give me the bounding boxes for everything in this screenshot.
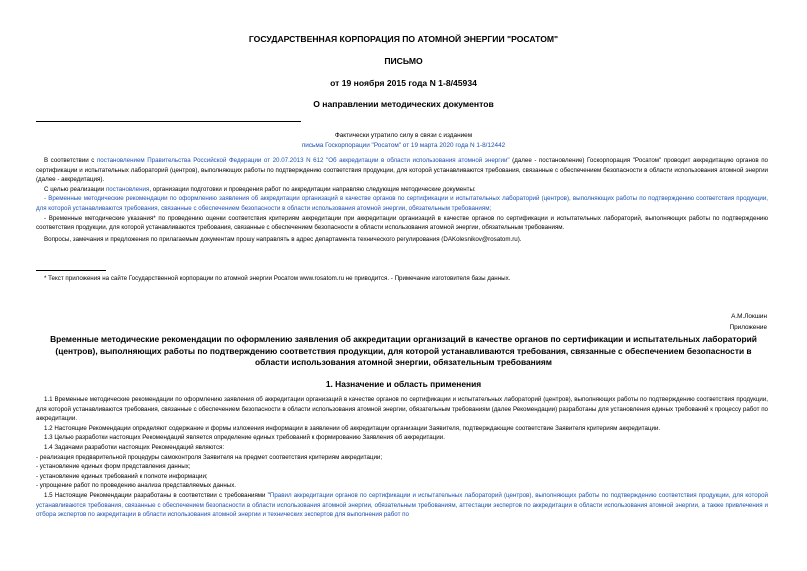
section-1-body (36, 395, 768, 520)
section-1-heading: 1. Назначение и область применения (325, 379, 482, 389)
paragraph-5: Вопросы, замечания и предложения по прилагаемым документам прошу направлять в адрес департамента технического регулирования (DAKolesnikov@rosatom.ru). (44, 235, 522, 243)
clause-1-2: 1.2 Настоящие Рекомендации определяют содержание и формы изложения информации в заявлении об аккредитации организации Заявителя, подтверждающие соответствие Заявителя критериям аккредитации. (44, 424, 661, 432)
status-note-link[interactable]: письма Госкорпорации "Росатом" от 19 марта 2020 года N 1-8/12442 (301, 141, 506, 149)
footnote-divider (36, 270, 106, 271)
status-note (0, 131, 807, 150)
status-note-text: Фактически утратило силу в связи с изданием (334, 132, 473, 139)
p1-text-a: В соответствии с (44, 157, 97, 164)
p2-text-b: , организации подготовки и проведения работ по аккредитации направляю следующие методические документы: (149, 185, 476, 193)
letter-body (36, 156, 768, 244)
paragraph-1 (36, 156, 768, 185)
clause-1-5-rules-link[interactable]: Правил аккредитации органов по сертификации и испытательных лабораторий (центров), выполняющих работы по подтверждению соответствия продукции, для которой устанавливаются требования, связанные с обеспечением безопасности в области использования атомной энергии, обязательным требованиям, аттестации экспертов по аккредитации в области использования атомной энергии, а также привлечения и отбора экспертов по аккредитации в области использования атомной энергии и технических экспертов для выполнения работ по (36, 491, 768, 519)
doc-date-number: от 19 ноября 2015 года N 1-8/45934 (330, 78, 477, 88)
p1-decree-link[interactable]: постановлением Правительства Российской Федерации от 20.07.2013 N 612 "Об аккредитации в области использования атомной энергии" (96, 157, 510, 164)
paragraph-4: - Временные методические указания* по проведению оценки соответствия критериям аккредитации при аккредитации организаций в качестве органов по сертификации и испытательных лабораторий, выполняющих работы по подтверждению соответствия продукции, для которой устанавливаются требования, связанные с обеспечением безопасности в области использования атомной энергии, обязательным требованиям. (36, 214, 768, 232)
p2-text-a: С целью реализации (44, 185, 106, 193)
paragraph-2 (36, 185, 768, 195)
paragraph-3-link[interactable]: - Временные методические рекомендации по оформлению заявления об аккредитации организаций в качестве органов по сертификации и испытательных лабораторий (центров), выполняющих работы по подтверждению соответствия продукции, для которой устанавливаются требования, связанные с обеспечением безопасности в области использования атомной энергии, обязательным требованиям; (36, 195, 768, 212)
clause-1-4: 1.4 Задачами разработки настоящих Рекомендаций являются: (44, 443, 225, 451)
org-heading: ГОСУДАРСТВЕННАЯ КОРПОРАЦИЯ ПО АТОМНОЙ ЭНЕРГИИ "РОСАТОМ" (248, 34, 559, 44)
footnote: * Текст приложения на сайте Государственной корпорации по атомной энергии Росатом www.rosatom.ru не приводится. - Примечание изготовителя базы данных. (44, 275, 511, 282)
list-item-4: - упрощение работ по проведению анализа представляемых данных. (36, 482, 237, 490)
clause-1-5 (36, 491, 768, 520)
clause-1-3: 1.3 Целью разработки настоящих Рекомендаций является определение единых требований к формированию Заявления об аккредитации. (44, 434, 445, 442)
signature-name: А.М.Локшин (731, 313, 767, 320)
clause-1-5-text: 1.5 Настоящие Рекомендации разработаны в соответствии с требованиями " (44, 491, 270, 499)
p2-decree-link[interactable]: постановления (105, 185, 150, 193)
list-item-2: - установление единых форм представления данных; (36, 463, 191, 471)
doc-type: ПИСЬМО (384, 56, 423, 66)
header-divider (36, 121, 301, 122)
list-item-1: - реализация предварительной процедуры самоконтроля Заявителя на предмет соответствия критериям аккредитации; (36, 453, 383, 461)
p1-text-b: (далее - постановление) Госкорпорация "Росатом" проводит аккредитацию органов по сертификации и испытательных лабораторий (центров), выполняющих работы по подтверждению соответствия продукции, для которой устанавливаются требования, связанные с обеспечением безопасности в области использования атомной энергии (далее - аккредитация). (36, 157, 768, 184)
clause-1-1: 1.1 Временные методические рекомендации по оформлению заявления об аккредитации организаций в качестве органов по сертификации и испытательных лабораторий (центров), выполняющих работы по подтверждению соответствия продукции, для которой устанавливаются требования, связанные с обеспечением безопасности в области использования атомной энергии, обязательным требованиям (далее Рекомендации) разработаны для установления единых требований к процессу работ по аккредитации. (36, 396, 768, 423)
appendix-title: Временные методические рекомендации по оформлению заявления об аккредитации организаций в качестве органов по сертификации и испытательных лабораторий (центров), выполняющих работы по подтверждению соответствия продукции, для которой устанавливаются требования, связанные с обеспечением безопасности в области использования атомной энергии, обязательным требованиям (50, 334, 757, 368)
doc-subject: О направлении методических документов (313, 99, 494, 109)
list-item-3: - установление единых требований к полноте информации; (36, 472, 208, 480)
appendix-label: Приложение (729, 324, 767, 331)
